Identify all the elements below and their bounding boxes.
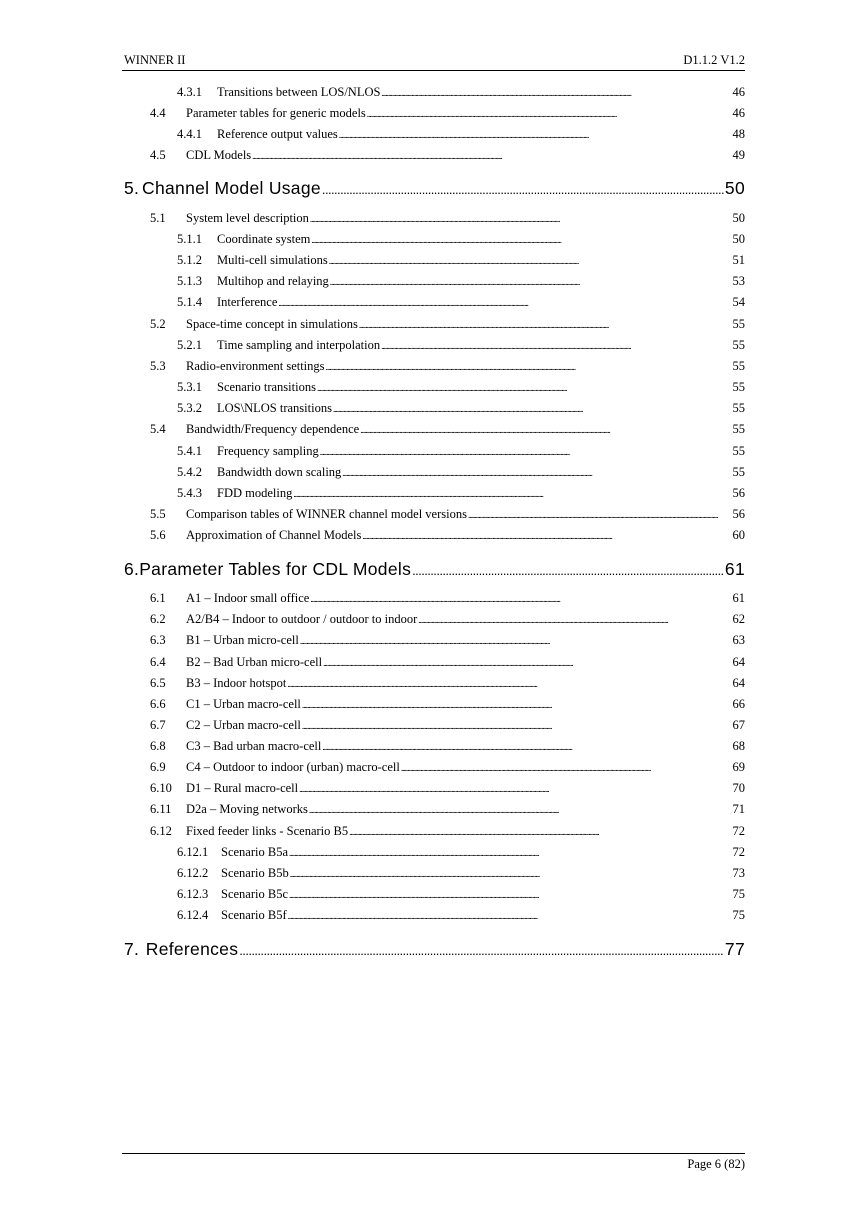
toc-entry-page: 53 — [732, 274, 745, 288]
toc-entry-title: B3 – Indoor hotspot — [186, 676, 287, 690]
toc-entry-number: 5.2 — [150, 317, 166, 331]
toc-entry-number: 5.3.1 — [177, 380, 202, 394]
toc-entry[interactable] — [150, 611, 745, 628]
toc-entry-title: FDD modeling — [217, 486, 293, 500]
toc-entry-page: 55 — [732, 422, 745, 436]
toc-chapter-entry[interactable] — [124, 938, 745, 962]
toc-entry-page: 48 — [732, 127, 745, 141]
toc-dot-leader — [320, 443, 732, 460]
toc-entry-title: Coordinate system — [217, 232, 311, 246]
toc-entry-title: Comparison tables of WINNER channel model versions — [186, 507, 467, 521]
toc-entry-number: 6.12.1 — [177, 845, 209, 859]
toc-chapter-entry[interactable] — [124, 177, 745, 201]
toc-entry-page: 54 — [732, 295, 745, 309]
toc-entry-title: Scenario B5f — [221, 908, 287, 922]
toc-entry[interactable] — [150, 738, 745, 755]
toc-entry-title: CDL Models — [186, 148, 252, 162]
toc-entry-number: 5.1 — [150, 211, 166, 225]
toc-dot-leader — [317, 379, 732, 396]
toc-entry-title: LOS\NLOS transitions — [217, 401, 332, 415]
toc-entry[interactable] — [177, 400, 745, 417]
toc-entry-page: 73 — [732, 866, 745, 880]
toc-dot-leader — [367, 105, 732, 122]
toc-entry-number: 5.6 — [150, 528, 166, 542]
toc-entry-title: C2 – Urban macro-cell — [186, 718, 301, 732]
toc-dot-leader — [293, 485, 731, 502]
toc-entry-title: Scenario B5c — [221, 887, 288, 901]
toc-entry-page: 46 — [732, 106, 745, 120]
toc-entry-title: Bandwidth/Frequency dependence — [186, 422, 360, 436]
toc-entry-number: 6.1 — [150, 591, 166, 605]
toc-entry-page: 71 — [732, 802, 745, 816]
toc-entry-page: 62 — [732, 612, 745, 626]
toc-entry-number: 6.5 — [150, 676, 166, 690]
toc-entry-page: 63 — [732, 633, 745, 647]
toc-entry-page: 55 — [732, 317, 745, 331]
toc-dot-leader — [412, 558, 724, 582]
toc-dot-leader — [326, 358, 732, 375]
toc-entry-page: 49 — [732, 148, 745, 162]
toc-entry-number: 5.5 — [150, 507, 166, 521]
toc-entry-title: Transitions between LOS/NLOS — [217, 85, 381, 99]
toc-dot-leader — [362, 527, 731, 544]
toc-entry-number: 4.4.1 — [177, 127, 202, 141]
toc-entry-number: 4.5 — [150, 148, 166, 162]
toc-dot-leader — [342, 464, 731, 481]
toc-entry[interactable] — [177, 485, 745, 502]
toc-dot-leader — [299, 780, 731, 797]
toc-entry-title: D1 – Rural macro-cell — [186, 781, 299, 795]
header-document-id: D1.1.2 V1.2 — [683, 53, 745, 67]
toc-dot-leader — [288, 907, 732, 924]
toc-dot-leader — [310, 590, 731, 607]
toc-entry[interactable] — [177, 337, 745, 354]
toc-dot-leader — [309, 801, 732, 818]
toc-entry-title: C4 – Outdoor to indoor (urban) macro-cell — [186, 760, 400, 774]
toc-entry-title: Scenario B5a — [221, 845, 288, 859]
toc-dot-leader — [322, 738, 731, 755]
toc-entry-page: 75 — [732, 908, 745, 922]
toc-entry-number: 6.12.4 — [177, 908, 209, 922]
toc-entry[interactable] — [150, 210, 745, 227]
toc-entry-number: 5.3 — [150, 359, 166, 373]
toc-entry-title: Channel Model Usage — [142, 178, 321, 198]
toc-entry-title: B2 – Bad Urban micro-cell — [186, 655, 323, 669]
toc-dot-leader — [329, 252, 732, 269]
toc-dot-leader — [330, 273, 732, 290]
toc-dot-leader — [418, 611, 731, 628]
toc-entry[interactable] — [177, 252, 745, 269]
page-footer — [122, 1153, 745, 1171]
page-number: Page 6 (82) — [687, 1157, 745, 1171]
toc-dot-leader — [381, 337, 731, 354]
toc-dot-leader — [289, 844, 732, 861]
toc-entry-number: 6. — [124, 559, 140, 579]
toc-entry-page: 70 — [732, 781, 745, 795]
toc-entry-title: C1 – Urban macro-cell — [186, 697, 301, 711]
toc-entry[interactable] — [150, 696, 745, 713]
toc-entry-number: 6.4 — [150, 655, 166, 669]
toc-entry-page: 50 — [732, 211, 745, 225]
toc-entry[interactable] — [150, 801, 745, 818]
toc-dot-leader — [290, 865, 732, 882]
toc-entry-title: Scenario transitions — [217, 380, 316, 394]
toc-entry-page: 55 — [732, 444, 745, 458]
toc-entry-number: 7. — [124, 939, 140, 959]
toc-dot-leader — [401, 759, 732, 776]
toc-entry[interactable] — [177, 886, 745, 903]
toc-dot-leader — [300, 632, 732, 649]
toc-entry-page: 72 — [732, 824, 745, 838]
toc-entry[interactable] — [150, 823, 745, 840]
toc-entry-title: Time sampling and interpolation — [217, 338, 381, 352]
toc-dot-leader — [349, 823, 731, 840]
toc-dot-leader — [468, 506, 732, 523]
toc-entry-title: Bandwidth down scaling — [217, 465, 342, 479]
toc-entry-number: 6.12.2 — [177, 866, 209, 880]
toc-entry[interactable] — [150, 105, 745, 122]
toc-entry-number: 4.3.1 — [177, 85, 202, 99]
toc-dot-leader — [278, 294, 731, 311]
toc-dot-leader — [287, 675, 731, 692]
toc-entry-number: 6.12 — [150, 824, 172, 838]
toc-chapter-entry[interactable] — [124, 558, 745, 582]
toc-dot-leader — [339, 126, 732, 143]
toc-entry-number: 6.6 — [150, 697, 166, 711]
toc-dot-leader — [360, 421, 731, 438]
toc-entry-title: Frequency sampling — [217, 444, 319, 458]
toc-entry-number: 5.1.1 — [177, 232, 202, 246]
toc-entry[interactable] — [177, 84, 745, 101]
toc-entry-number: 5.2.1 — [177, 338, 202, 352]
toc-dot-leader — [359, 316, 732, 333]
toc-entry[interactable] — [177, 231, 745, 248]
toc-entry-page: 68 — [732, 739, 745, 753]
toc-entry-number: 6.3 — [150, 633, 166, 647]
toc-entry[interactable] — [150, 590, 745, 607]
toc-entry-page: 60 — [732, 528, 745, 542]
page-header — [122, 50, 745, 71]
toc-entry-page: 51 — [732, 253, 745, 267]
toc-entry-title: Approximation of Channel Models — [186, 528, 362, 542]
toc-entry-title: References — [145, 939, 239, 959]
toc-entry[interactable] — [150, 506, 745, 523]
toc-entry-number: 5.1.2 — [177, 253, 202, 267]
toc-entry[interactable] — [177, 379, 745, 396]
toc-entry-number: 5.4.1 — [177, 444, 202, 458]
toc-entry[interactable] — [150, 421, 745, 438]
toc-entry[interactable] — [177, 443, 745, 460]
toc-entry[interactable] — [150, 759, 745, 776]
toc-entry-number: 4.4 — [150, 106, 166, 120]
toc-entry-title: Reference output values — [217, 127, 338, 141]
toc-entry[interactable] — [177, 273, 745, 290]
toc-entry-page: 75 — [732, 887, 745, 901]
toc-entry-title: Parameter tables for generic models — [186, 106, 366, 120]
toc-entry-number: 5.4.3 — [177, 486, 202, 500]
toc-dot-leader — [322, 177, 724, 201]
toc-entry[interactable] — [177, 294, 745, 311]
toc-entry[interactable] — [177, 865, 745, 882]
toc-entry-page: 46 — [732, 85, 745, 99]
toc-entry-number: 6.8 — [150, 739, 166, 753]
toc-entry-page: 61 — [732, 591, 745, 605]
toc-entry-page: 64 — [732, 655, 745, 669]
toc-entry-number: 5.4.2 — [177, 465, 202, 479]
toc-entry-title: Space-time concept in simulations — [186, 317, 358, 331]
toc-entry[interactable] — [177, 907, 745, 924]
toc-entry[interactable] — [150, 780, 745, 797]
toc-entry-page: 69 — [732, 760, 745, 774]
toc-entry-number: 6.2 — [150, 612, 166, 626]
toc-entry-title: Parameter Tables for CDL Models — [139, 559, 412, 579]
toc-entry-page: 55 — [732, 380, 745, 394]
toc-entry-title: Scenario B5b — [221, 866, 289, 880]
toc-entry-number: 6.12.3 — [177, 887, 209, 901]
toc-entry-page: 50 — [732, 232, 745, 246]
toc-entry[interactable] — [150, 717, 745, 734]
toc-entry-page: 66 — [732, 697, 745, 711]
toc-entry-title: System level description — [186, 211, 309, 225]
toc-entry-page: 56 — [732, 486, 745, 500]
toc-entry-page: 64 — [732, 676, 745, 690]
toc-entry-page: 77 — [724, 939, 745, 959]
toc-entry-title: Radio-environment settings — [186, 359, 325, 373]
toc-dot-leader — [302, 696, 732, 713]
toc-entry-page: 61 — [724, 559, 745, 579]
toc-entry-number: 5. — [124, 178, 140, 198]
toc-entry-number: 6.11 — [150, 802, 172, 816]
toc-entry-number: 5.4 — [150, 422, 166, 436]
toc-dot-leader — [333, 400, 732, 417]
toc-entry-number: 6.9 — [150, 760, 166, 774]
toc-entry-number: 5.1.3 — [177, 274, 202, 288]
toc-entry-title: Multi-cell simulations — [217, 253, 328, 267]
toc-entry-title: A2/B4 – Indoor to outdoor / outdoor to indoor — [186, 612, 418, 626]
toc-entry[interactable] — [150, 675, 745, 692]
toc-entry-page: 55 — [732, 359, 745, 373]
toc-entry-number: 6.10 — [150, 781, 172, 795]
header-project-name: WINNER II — [124, 53, 186, 67]
toc-entry[interactable] — [177, 464, 745, 481]
toc-entry-page: 55 — [732, 338, 745, 352]
toc-entry[interactable] — [150, 147, 745, 164]
toc-entry-number: 5.3.2 — [177, 401, 202, 415]
toc-entry-title: Fixed feeder links - Scenario B5 — [186, 824, 349, 838]
toc-entry[interactable] — [150, 527, 745, 544]
toc-dot-leader — [239, 938, 724, 962]
toc-entry-title: Multihop and relaying — [217, 274, 329, 288]
toc-entry-page: 72 — [732, 845, 745, 859]
toc-entry-number: 5.1.4 — [177, 295, 202, 309]
toc-entry[interactable] — [177, 844, 745, 861]
toc-dot-leader — [311, 231, 731, 248]
toc-dot-leader — [310, 210, 732, 227]
toc-entry-title: C3 – Bad urban macro-cell — [186, 739, 322, 753]
toc-dot-leader — [381, 84, 731, 101]
toc-entry[interactable] — [150, 358, 745, 375]
toc-entry-page: 50 — [724, 178, 745, 198]
toc-entry-title: Interference — [217, 295, 278, 309]
toc-dot-leader — [302, 717, 732, 734]
toc-dot-leader — [252, 147, 731, 164]
toc-entry-title: B1 – Urban micro-cell — [186, 633, 299, 647]
toc-entry-page: 56 — [732, 507, 745, 521]
toc-entry-page: 55 — [732, 401, 745, 415]
toc-entry[interactable] — [150, 654, 745, 671]
toc-entry[interactable] — [177, 126, 745, 143]
toc-dot-leader — [289, 886, 732, 903]
toc-entry-page: 67 — [732, 718, 745, 732]
toc-dot-leader — [323, 654, 731, 671]
toc-entry[interactable] — [150, 316, 745, 333]
toc-entry-number: 6.7 — [150, 718, 166, 732]
toc-entry-title: D2a – Moving networks — [186, 802, 308, 816]
toc-entry-title: A1 – Indoor small office — [186, 591, 310, 605]
toc-entry-page: 55 — [732, 465, 745, 479]
toc-entry[interactable] — [150, 632, 745, 649]
